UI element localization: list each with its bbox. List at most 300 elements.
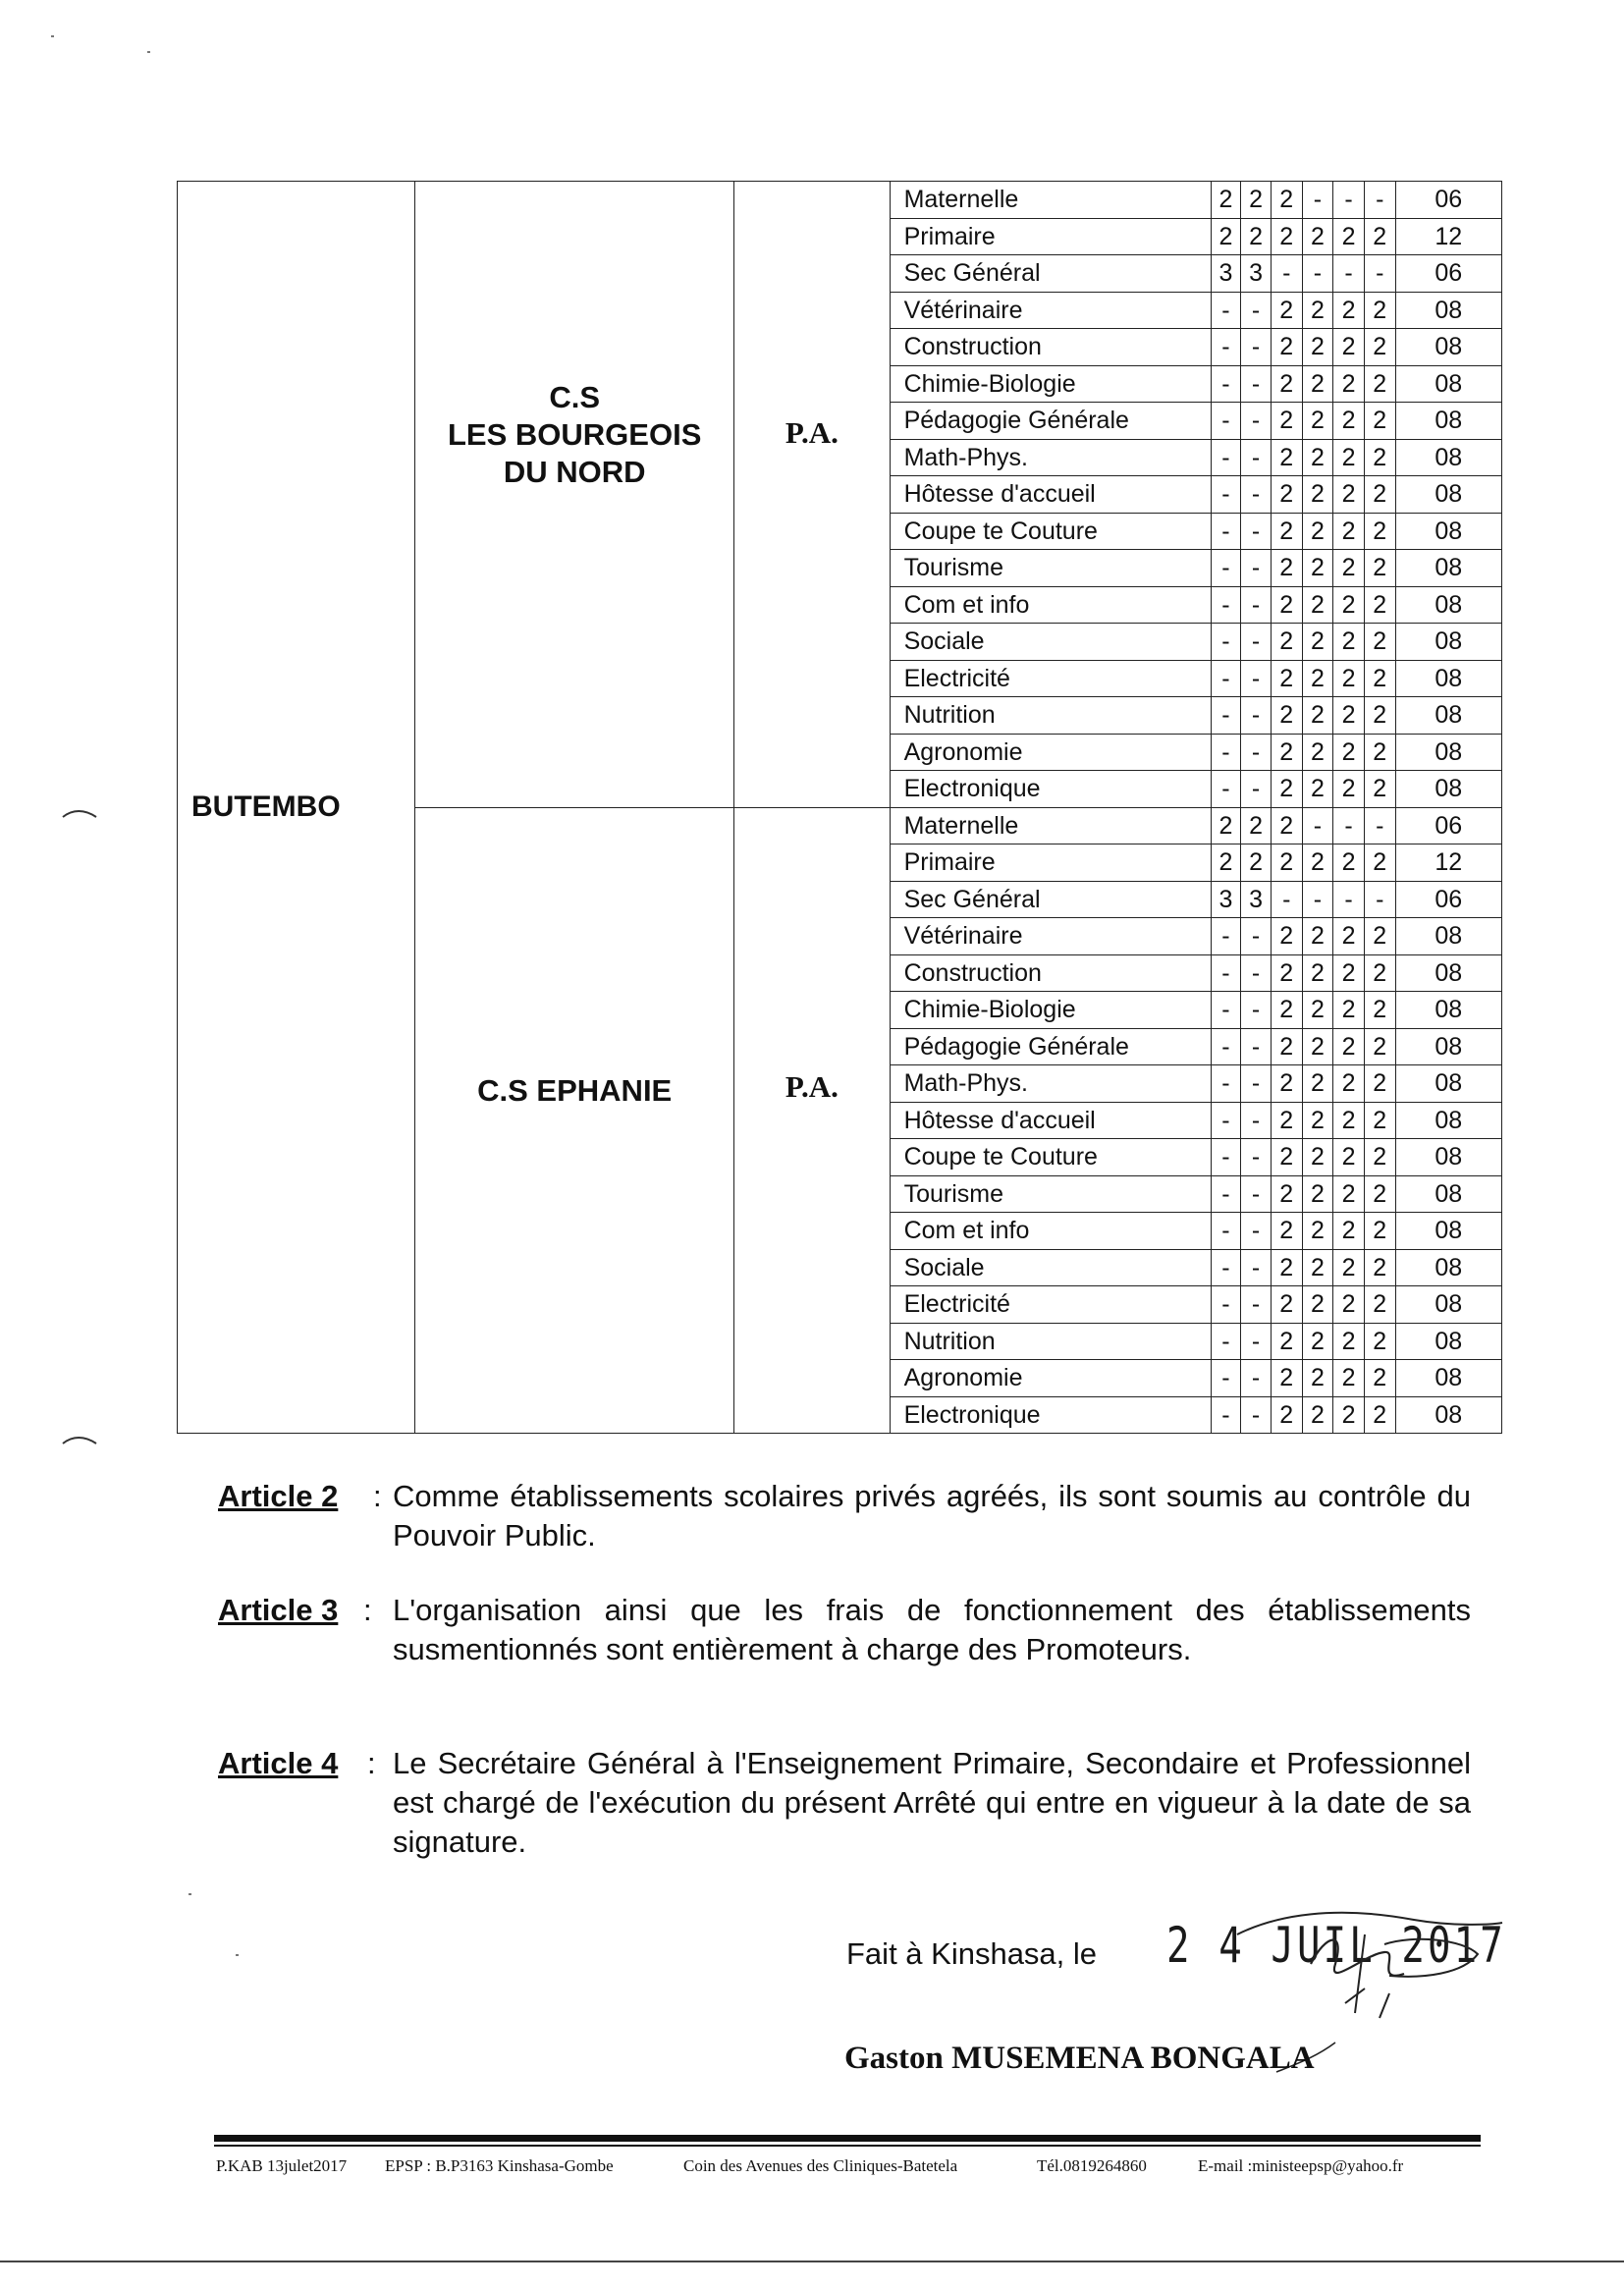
class-count-cell: 2 — [1333, 1249, 1365, 1286]
class-count-cell: - — [1211, 1323, 1241, 1360]
class-count-cell: 2 — [1364, 992, 1395, 1029]
class-count-cell: 2 — [1302, 218, 1333, 255]
class-count-cell: - — [1211, 1249, 1241, 1286]
option-cell: Electricité — [890, 660, 1211, 697]
total-cell: 08 — [1395, 365, 1501, 403]
class-count-cell: 2 — [1302, 1213, 1333, 1250]
class-count-cell: 2 — [1302, 1396, 1333, 1434]
class-count-cell: 2 — [1241, 844, 1272, 882]
status-label: P.A. — [785, 415, 839, 451]
class-count-cell: 2 — [1271, 660, 1302, 697]
class-count-cell: 2 — [1302, 1175, 1333, 1213]
class-count-cell: - — [1211, 734, 1241, 771]
class-count-cell: - — [1211, 1028, 1241, 1065]
class-count-cell: - — [1364, 807, 1395, 844]
total-cell: 08 — [1395, 954, 1501, 992]
school-name-line: C.S EPHANIE — [477, 1072, 673, 1108]
option-cell: Agronomie — [890, 734, 1211, 771]
class-count-cell: - — [1241, 1028, 1272, 1065]
total-cell: 08 — [1395, 624, 1501, 661]
class-count-cell: 2 — [1271, 513, 1302, 550]
option-cell: Com et info — [890, 586, 1211, 624]
option-cell: Coupe te Couture — [890, 513, 1211, 550]
article-label: Article 3 — [218, 1593, 339, 1627]
option-cell: Chimie-Biologie — [890, 992, 1211, 1029]
class-count-cell: 2 — [1271, 1323, 1302, 1360]
option-cell: Chimie-Biologie — [890, 365, 1211, 403]
class-count-cell: - — [1211, 992, 1241, 1029]
class-count-cell: - — [1211, 1360, 1241, 1397]
article-colon: : — [367, 1746, 376, 1780]
option-cell: Hôtesse d'accueil — [890, 476, 1211, 514]
class-count-cell: 2 — [1333, 1139, 1365, 1176]
class-count-cell: 2 — [1271, 182, 1302, 219]
school-name-line: C.S — [549, 380, 601, 415]
class-count-cell: 2 — [1302, 918, 1333, 955]
footer-rule-thin — [214, 2145, 1481, 2147]
article-4 — [218, 1744, 1471, 1862]
class-count-cell: 2 — [1302, 697, 1333, 735]
article-colon: : — [363, 1593, 372, 1627]
class-count-cell: 2 — [1364, 1175, 1395, 1213]
class-count-cell: - — [1333, 807, 1365, 844]
class-count-cell: 2 — [1302, 1102, 1333, 1139]
class-count-cell: 3 — [1211, 881, 1241, 918]
option-cell: Pédagogie Générale — [890, 403, 1211, 440]
class-count-cell: - — [1271, 255, 1302, 293]
class-count-cell: - — [1241, 1175, 1272, 1213]
total-cell: 08 — [1395, 1065, 1501, 1103]
class-count-cell: 2 — [1333, 1065, 1365, 1103]
class-count-cell: - — [1211, 660, 1241, 697]
class-count-cell: 2 — [1364, 734, 1395, 771]
class-count-cell: - — [1333, 881, 1365, 918]
class-count-cell: - — [1211, 1396, 1241, 1434]
option-cell: Primaire — [890, 844, 1211, 882]
class-count-cell: 2 — [1271, 365, 1302, 403]
class-count-cell: 2 — [1333, 586, 1365, 624]
class-count-cell: 2 — [1271, 1213, 1302, 1250]
total-cell: 12 — [1395, 844, 1501, 882]
class-count-cell: 2 — [1302, 1028, 1333, 1065]
total-cell: 08 — [1395, 1396, 1501, 1434]
class-count-cell: - — [1241, 1213, 1272, 1250]
class-count-cell: - — [1241, 1065, 1272, 1103]
class-count-cell: 2 — [1333, 365, 1365, 403]
class-count-cell: - — [1241, 697, 1272, 735]
class-count-cell: 2 — [1271, 550, 1302, 587]
margin-mark-icon — [61, 805, 100, 825]
total-cell: 06 — [1395, 182, 1501, 219]
class-count-cell: 2 — [1271, 439, 1302, 476]
class-count-cell: 2 — [1271, 586, 1302, 624]
class-count-cell: - — [1211, 403, 1241, 440]
class-count-cell: 2 — [1364, 624, 1395, 661]
class-count-cell: - — [1241, 918, 1272, 955]
class-count-cell: 2 — [1302, 1139, 1333, 1176]
class-count-cell: 2 — [1333, 844, 1365, 882]
footer-ref: P.KAB 13julet2017 — [216, 2156, 348, 2175]
class-count-cell: - — [1364, 255, 1395, 293]
total-cell: 08 — [1395, 660, 1501, 697]
class-count-cell: - — [1241, 550, 1272, 587]
class-count-cell: 2 — [1302, 403, 1333, 440]
class-count-cell: 2 — [1271, 1360, 1302, 1397]
option-cell: Construction — [890, 954, 1211, 992]
option-cell: Maternelle — [890, 807, 1211, 844]
class-count-cell: 2 — [1364, 218, 1395, 255]
allocation-table — [177, 181, 1502, 1434]
total-cell: 08 — [1395, 1028, 1501, 1065]
class-count-cell: 2 — [1333, 992, 1365, 1029]
class-count-cell: - — [1241, 771, 1272, 808]
class-count-cell: 2 — [1271, 403, 1302, 440]
class-count-cell: - — [1211, 918, 1241, 955]
class-count-cell: 2 — [1271, 734, 1302, 771]
option-cell: Vétérinaire — [890, 292, 1211, 329]
class-count-cell: 2 — [1364, 1396, 1395, 1434]
class-count-cell: 2 — [1333, 771, 1365, 808]
class-count-cell: 2 — [1211, 182, 1241, 219]
scan-speck — [147, 51, 150, 53]
school-name — [415, 379, 733, 491]
class-count-cell: - — [1241, 1360, 1272, 1397]
class-count-cell: 2 — [1364, 697, 1395, 735]
class-count-cell: - — [1364, 182, 1395, 219]
option-cell: Primaire — [890, 218, 1211, 255]
article-3 — [218, 1591, 1471, 1669]
class-count-cell: 2 — [1333, 918, 1365, 955]
class-count-cell: - — [1241, 1102, 1272, 1139]
option-cell: Electronique — [890, 1396, 1211, 1434]
status-label: P.A. — [785, 1068, 839, 1104]
class-count-cell: 2 — [1271, 1175, 1302, 1213]
class-count-cell: - — [1211, 586, 1241, 624]
option-cell: Com et info — [890, 1213, 1211, 1250]
class-count-cell: 2 — [1364, 365, 1395, 403]
class-count-cell: - — [1333, 182, 1365, 219]
city-cell: BUTEMBO — [178, 182, 415, 1434]
scan-speck — [189, 1893, 191, 1895]
option-cell: Electronique — [890, 771, 1211, 808]
total-cell: 08 — [1395, 1175, 1501, 1213]
total-cell: 08 — [1395, 1323, 1501, 1360]
class-count-cell: 3 — [1211, 255, 1241, 293]
class-count-cell: 2 — [1271, 771, 1302, 808]
class-count-cell: - — [1241, 1286, 1272, 1324]
class-count-cell: 2 — [1302, 1323, 1333, 1360]
option-cell: Hôtesse d'accueil — [890, 1102, 1211, 1139]
class-count-cell: 2 — [1333, 476, 1365, 514]
class-count-cell: 2 — [1333, 1213, 1365, 1250]
status-cell — [734, 182, 890, 808]
class-count-cell: 2 — [1271, 918, 1302, 955]
class-count-cell: - — [1271, 881, 1302, 918]
class-count-cell: - — [1302, 881, 1333, 918]
class-count-cell: 2 — [1333, 329, 1365, 366]
class-count-cell: 2 — [1364, 1213, 1395, 1250]
class-count-cell: 2 — [1271, 1028, 1302, 1065]
class-count-cell: 2 — [1364, 1102, 1395, 1139]
class-count-cell: 2 — [1241, 218, 1272, 255]
class-count-cell: - — [1241, 513, 1272, 550]
class-count-cell: - — [1211, 1065, 1241, 1103]
class-count-cell: - — [1302, 255, 1333, 293]
class-count-cell: 2 — [1333, 550, 1365, 587]
article-label: Article 4 — [218, 1746, 339, 1780]
class-count-cell: 2 — [1364, 1139, 1395, 1176]
margin-mark-icon — [61, 1432, 100, 1451]
class-count-cell: 2 — [1333, 734, 1365, 771]
class-count-cell: - — [1241, 439, 1272, 476]
class-count-cell: - — [1241, 1323, 1272, 1360]
class-count-cell: - — [1241, 1249, 1272, 1286]
class-count-cell: - — [1211, 476, 1241, 514]
option-cell: Sec Général — [890, 881, 1211, 918]
class-count-cell: 2 — [1302, 329, 1333, 366]
class-count-cell: - — [1211, 1286, 1241, 1324]
school-name-cell — [415, 182, 734, 808]
class-count-cell: - — [1364, 881, 1395, 918]
class-count-cell: 2 — [1364, 513, 1395, 550]
class-count-cell: 2 — [1333, 1175, 1365, 1213]
class-count-cell: 2 — [1333, 218, 1365, 255]
class-count-cell: 2 — [1364, 550, 1395, 587]
class-count-cell: - — [1211, 771, 1241, 808]
article-2 — [218, 1477, 1471, 1555]
class-count-cell: - — [1211, 1102, 1241, 1139]
class-count-cell: - — [1241, 329, 1272, 366]
option-cell: Pédagogie Générale — [890, 1028, 1211, 1065]
class-count-cell: 2 — [1364, 771, 1395, 808]
class-count-cell: 2 — [1364, 476, 1395, 514]
class-count-cell: 2 — [1333, 403, 1365, 440]
class-count-cell: 3 — [1241, 255, 1272, 293]
class-count-cell: 2 — [1271, 1396, 1302, 1434]
class-count-cell: 2 — [1364, 1323, 1395, 1360]
option-cell: Construction — [890, 329, 1211, 366]
total-cell: 08 — [1395, 1102, 1501, 1139]
class-count-cell: - — [1333, 255, 1365, 293]
article-text: L'organisation ainsi que les frais de fonctionnement des établissements susmentionnés sont entièrement à charge des Promoteurs. — [393, 1593, 1471, 1666]
class-count-cell: 2 — [1364, 439, 1395, 476]
class-count-cell: 2 — [1302, 365, 1333, 403]
total-cell: 08 — [1395, 439, 1501, 476]
option-cell: Math-Phys. — [890, 439, 1211, 476]
class-count-cell: - — [1302, 182, 1333, 219]
class-count-cell: - — [1241, 992, 1272, 1029]
class-count-cell: 2 — [1364, 660, 1395, 697]
class-count-cell: - — [1241, 1139, 1272, 1176]
total-cell: 08 — [1395, 476, 1501, 514]
total-cell: 06 — [1395, 881, 1501, 918]
class-count-cell: 2 — [1333, 697, 1365, 735]
footer-bp: EPSP : B.P3163 Kinshasa-Gombe — [385, 2156, 614, 2175]
class-count-cell: 2 — [1333, 660, 1365, 697]
class-count-cell: 2 — [1241, 182, 1272, 219]
footer-tel: Tél.0819264860 — [1037, 2156, 1147, 2175]
class-count-cell: - — [1241, 1396, 1272, 1434]
article-text: Comme établissements scolaires privés agréés, ils sont soumis au contrôle du Pouvoir Public. — [393, 1479, 1471, 1553]
school-name-line: LES BOURGEOIS — [448, 417, 702, 453]
school-name-line: DU NORD — [503, 455, 646, 490]
class-count-cell: 2 — [1364, 954, 1395, 992]
class-count-cell: - — [1211, 513, 1241, 550]
class-count-cell: 2 — [1302, 1065, 1333, 1103]
option-cell: Tourisme — [890, 550, 1211, 587]
class-count-cell: - — [1302, 807, 1333, 844]
class-count-cell: 2 — [1302, 439, 1333, 476]
option-cell: Tourisme — [890, 1175, 1211, 1213]
total-cell: 08 — [1395, 1249, 1501, 1286]
total-cell: 08 — [1395, 550, 1501, 587]
class-count-cell: 2 — [1302, 550, 1333, 587]
class-count-cell: 2 — [1302, 992, 1333, 1029]
class-count-cell: 2 — [1364, 1249, 1395, 1286]
option-cell: Electricité — [890, 1286, 1211, 1324]
total-cell: 08 — [1395, 513, 1501, 550]
footer-rule — [214, 2135, 1481, 2142]
class-count-cell: - — [1211, 292, 1241, 329]
class-count-cell: 2 — [1271, 1102, 1302, 1139]
class-count-cell: 2 — [1271, 624, 1302, 661]
class-count-cell: 2 — [1302, 660, 1333, 697]
class-count-cell: - — [1241, 403, 1272, 440]
class-count-cell: 2 — [1333, 624, 1365, 661]
class-count-cell: 2 — [1271, 954, 1302, 992]
class-count-cell: 2 — [1333, 1396, 1365, 1434]
class-count-cell: 2 — [1271, 292, 1302, 329]
place-line: Fait à Kinshasa, le — [846, 1936, 1098, 1971]
article-label: Article 2 — [218, 1479, 339, 1513]
class-count-cell: - — [1241, 734, 1272, 771]
class-count-cell: 2 — [1241, 807, 1272, 844]
class-count-cell: 2 — [1211, 218, 1241, 255]
option-cell: Sec Général — [890, 255, 1211, 293]
class-count-cell: 2 — [1364, 586, 1395, 624]
class-count-cell: 2 — [1302, 844, 1333, 882]
total-cell: 08 — [1395, 734, 1501, 771]
class-count-cell: 2 — [1271, 697, 1302, 735]
class-count-cell: 2 — [1271, 1286, 1302, 1324]
option-cell: Sociale — [890, 1249, 1211, 1286]
class-count-cell: 2 — [1211, 807, 1241, 844]
class-count-cell: 2 — [1302, 1286, 1333, 1324]
total-cell: 06 — [1395, 255, 1501, 293]
class-count-cell: 2 — [1302, 734, 1333, 771]
status-cell — [734, 807, 890, 1434]
class-count-cell: 2 — [1302, 624, 1333, 661]
class-count-cell: 2 — [1271, 844, 1302, 882]
total-cell: 08 — [1395, 586, 1501, 624]
class-count-cell: 2 — [1302, 476, 1333, 514]
class-count-cell: 2 — [1271, 1139, 1302, 1176]
class-count-cell: 2 — [1364, 329, 1395, 366]
class-count-cell: 2 — [1364, 1028, 1395, 1065]
class-count-cell: 2 — [1333, 1286, 1365, 1324]
total-cell: 08 — [1395, 403, 1501, 440]
total-cell: 08 — [1395, 697, 1501, 735]
class-count-cell: - — [1241, 954, 1272, 992]
class-count-cell: - — [1211, 1139, 1241, 1176]
class-count-cell: 2 — [1271, 1249, 1302, 1286]
total-cell: 08 — [1395, 918, 1501, 955]
class-count-cell: 2 — [1302, 954, 1333, 992]
option-cell: Nutrition — [890, 697, 1211, 735]
total-cell: 12 — [1395, 218, 1501, 255]
total-cell: 08 — [1395, 292, 1501, 329]
class-count-cell: 2 — [1271, 329, 1302, 366]
class-count-cell: 2 — [1333, 1028, 1365, 1065]
class-count-cell: - — [1211, 550, 1241, 587]
option-cell: Maternelle — [890, 182, 1211, 219]
class-count-cell: 2 — [1364, 1286, 1395, 1324]
total-cell: 08 — [1395, 992, 1501, 1029]
option-cell: Math-Phys. — [890, 1065, 1211, 1103]
class-count-cell: - — [1241, 624, 1272, 661]
class-count-cell: 2 — [1302, 1360, 1333, 1397]
class-count-cell: 3 — [1241, 881, 1272, 918]
option-cell: Nutrition — [890, 1323, 1211, 1360]
article-text: Le Secrétaire Général à l'Enseignement Primaire, Secondaire et Professionnel est chargé de l'exécution du présent Arrêté qui entre en vigueur à la date de sa signature. — [393, 1746, 1471, 1859]
class-count-cell: 2 — [1302, 586, 1333, 624]
signatory-name: Gaston MUSEMENA BONGALA — [844, 2041, 1315, 2076]
total-cell: 06 — [1395, 807, 1501, 844]
school-name — [415, 1072, 733, 1110]
class-count-cell: 2 — [1364, 918, 1395, 955]
class-count-cell: 2 — [1364, 292, 1395, 329]
class-count-cell: - — [1241, 365, 1272, 403]
class-count-cell: 2 — [1271, 218, 1302, 255]
total-cell: 08 — [1395, 329, 1501, 366]
class-count-cell: 2 — [1333, 954, 1365, 992]
class-count-cell: - — [1211, 329, 1241, 366]
footer-address: Coin des Avenues des Cliniques-Batetela — [683, 2156, 958, 2175]
total-cell: 08 — [1395, 1286, 1501, 1324]
scan-speck — [236, 1954, 239, 1956]
class-count-cell: 2 — [1302, 1249, 1333, 1286]
option-cell: Coupe te Couture — [890, 1139, 1211, 1176]
class-count-cell: 2 — [1333, 439, 1365, 476]
class-count-cell: 2 — [1271, 476, 1302, 514]
option-cell: Agronomie — [890, 1360, 1211, 1397]
class-count-cell: 2 — [1302, 771, 1333, 808]
table-row — [178, 182, 1502, 219]
class-count-cell: 2 — [1211, 844, 1241, 882]
option-cell: Sociale — [890, 624, 1211, 661]
scan-speck — [51, 35, 54, 37]
footer-email: E-mail :ministeepsp@yahoo.fr — [1198, 2156, 1404, 2175]
class-count-cell: - — [1241, 292, 1272, 329]
class-count-cell: 2 — [1271, 807, 1302, 844]
class-count-cell: - — [1211, 365, 1241, 403]
article-colon: : — [373, 1479, 382, 1513]
class-count-cell: 2 — [1333, 1360, 1365, 1397]
class-count-cell: 2 — [1333, 292, 1365, 329]
class-count-cell: - — [1241, 586, 1272, 624]
class-count-cell: 2 — [1271, 992, 1302, 1029]
class-count-cell: 2 — [1364, 844, 1395, 882]
total-cell: 08 — [1395, 1139, 1501, 1176]
class-count-cell: 2 — [1302, 513, 1333, 550]
total-cell: 08 — [1395, 1360, 1501, 1397]
handwritten-date: 2 4 JUIL 2017 — [1166, 1917, 1506, 1974]
class-count-cell: - — [1211, 624, 1241, 661]
class-count-cell: 2 — [1333, 1323, 1365, 1360]
class-count-cell: - — [1241, 476, 1272, 514]
school-name-cell — [415, 807, 734, 1434]
class-count-cell: 2 — [1302, 292, 1333, 329]
